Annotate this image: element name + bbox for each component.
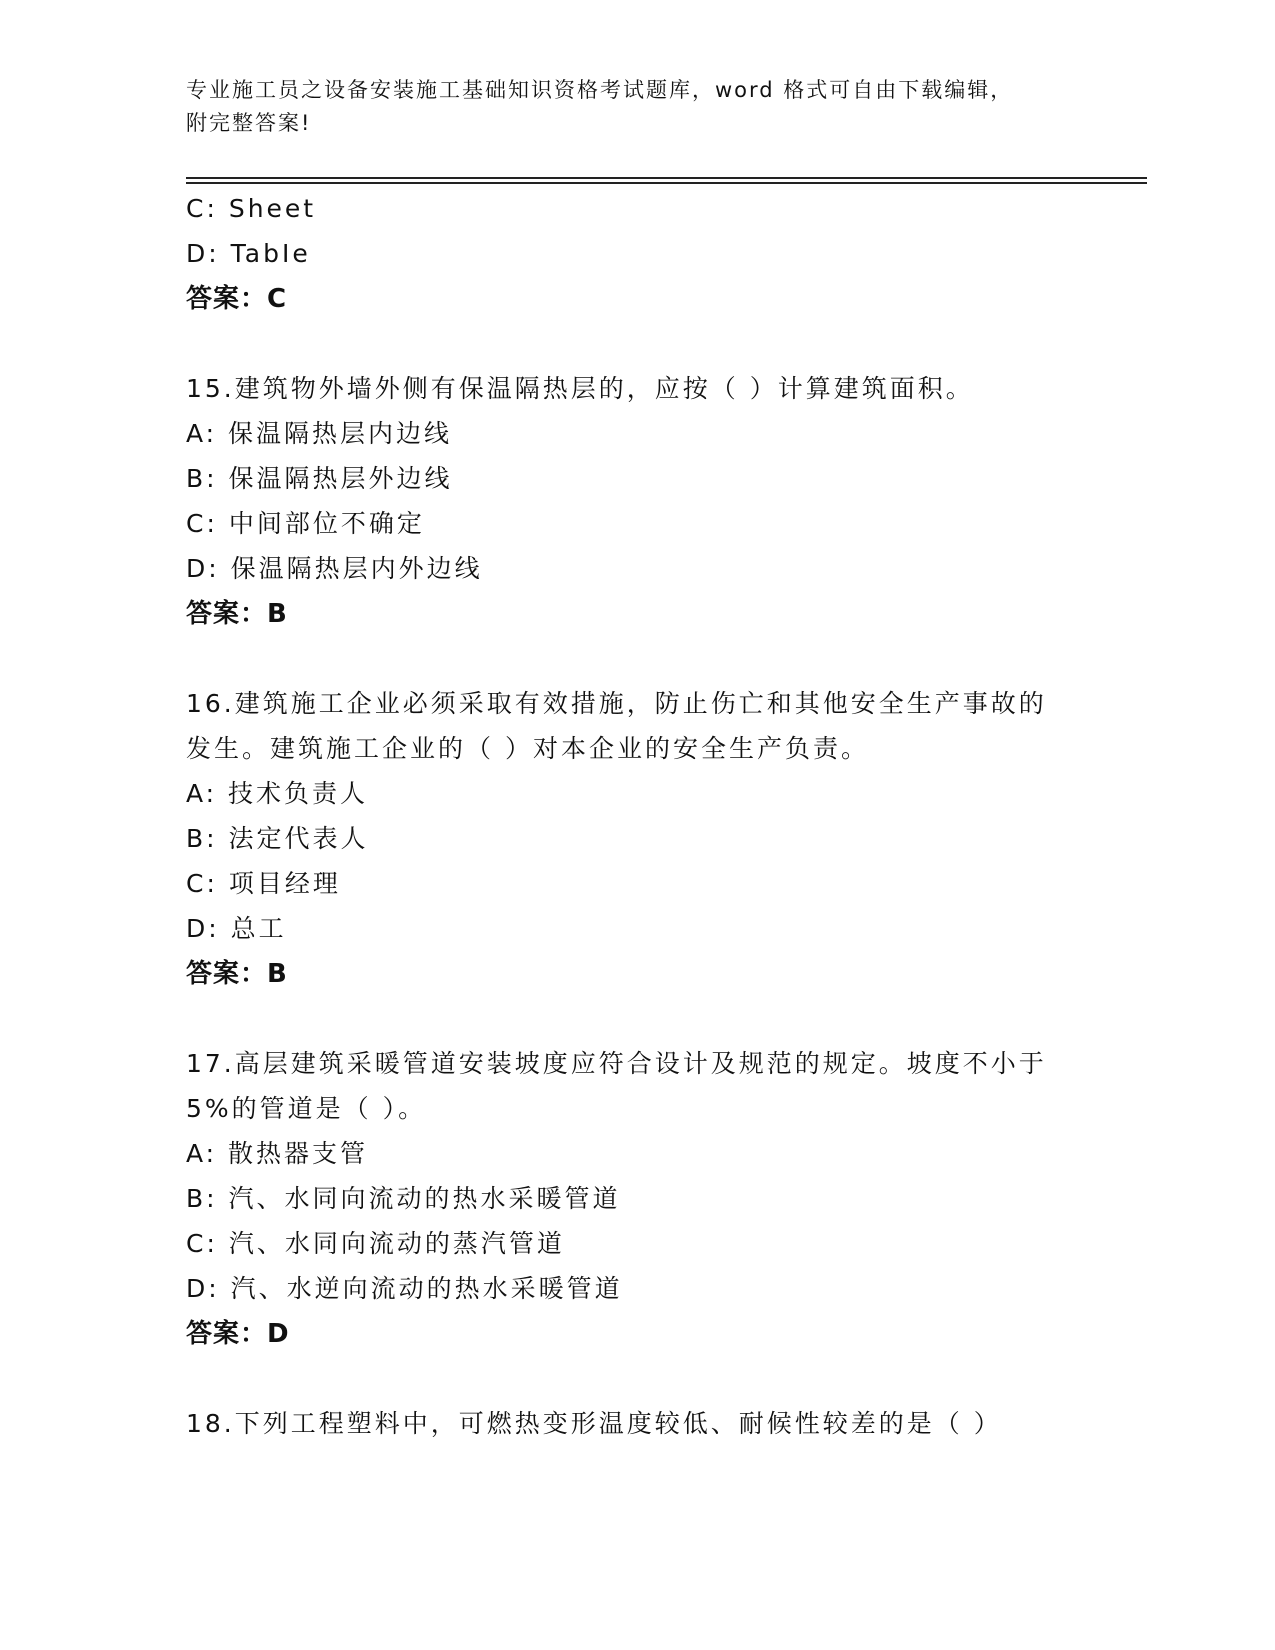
- q16-option-b: B: 法定代表人: [186, 824, 369, 853]
- q15-option-c: C: 中间部位不确定: [186, 509, 425, 538]
- q17-option-b: B: 汽、水同向流动的热水采暖管道: [186, 1184, 621, 1213]
- header-divider-top: [186, 177, 1147, 179]
- q14-option-c: C: Sheet: [186, 194, 317, 223]
- q15-answer: 答案：B: [186, 599, 288, 629]
- document-header: [186, 74, 1086, 140]
- q16-stem-line-1: 16.建筑施工企业必须采取有效措施，防止伤亡和其他安全生产事故的: [186, 689, 1047, 718]
- q16-stem-line-2: 发生。建筑施工企业的（ ）对本企业的安全生产负责。: [186, 734, 869, 763]
- q17-option-d: D: 汽、水逆向流动的热水采暖管道: [186, 1274, 623, 1303]
- q16-option-a: A: 技术负责人: [186, 779, 369, 808]
- header-line-2: 附完整答案!: [186, 111, 312, 135]
- q17-answer: 答案：D: [186, 1319, 290, 1349]
- q15-option-d: D: 保温隔热层内外边线: [186, 554, 483, 583]
- q18-stem: 18.下列工程塑料中，可燃热变形温度较低、耐候性较差的是（ ）: [186, 1409, 1002, 1438]
- q16-option-d: D: 总工: [186, 914, 287, 943]
- q17-option-a: A: 散热器支管: [186, 1139, 369, 1168]
- q17-stem-line-1: 17.高层建筑采暖管道安装坡度应符合设计及规范的规定。坡度不小于: [186, 1049, 1047, 1078]
- q16-option-c: C: 项目经理: [186, 869, 341, 898]
- q16-answer: 答案：B: [186, 959, 288, 989]
- q17-stem-line-2: 5%的管道是（ ）。: [186, 1094, 427, 1123]
- q15-stem: 15.建筑物外墙外侧有保温隔热层的，应按（ ）计算建筑面积。: [186, 374, 974, 403]
- q14-option-d: D: TabIe: [186, 239, 311, 268]
- q15-option-a: A: 保温隔热层内边线: [186, 419, 453, 448]
- q14-answer: 答案：C: [186, 284, 288, 314]
- q15-option-b: B: 保温隔热层外边线: [186, 464, 453, 493]
- header-line-1: 专业施工员之设备安装施工基础知识资格考试题库，word 格式可自由下载编辑，: [186, 78, 1014, 102]
- header-divider-bottom: [186, 182, 1147, 184]
- q17-option-c: C: 汽、水同向流动的蒸汽管道: [186, 1229, 565, 1258]
